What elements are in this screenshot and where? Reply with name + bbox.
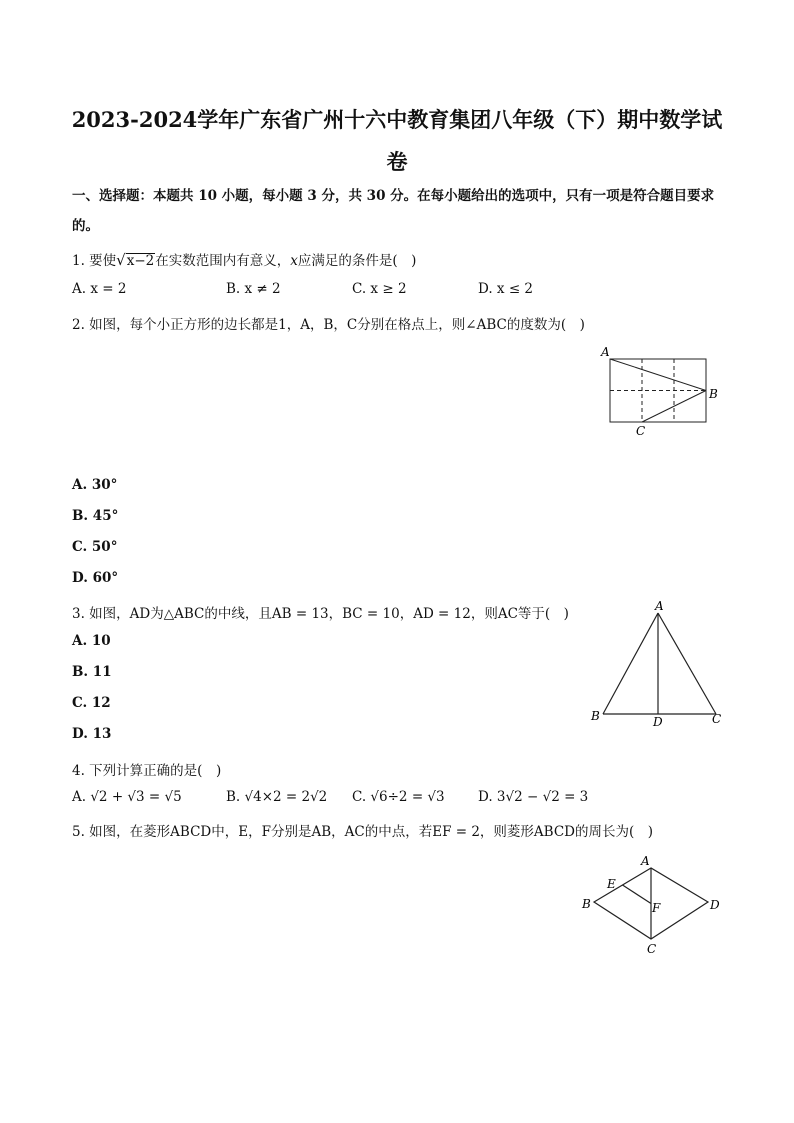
q3-label-d: D [653, 715, 663, 729]
q2-grid-figure [596, 343, 726, 438]
question-2: 2. 如图，每个小正方形的边长都是1，A，B，C分别在格点上，则∠ABC的度数为( ) [72, 317, 585, 333]
q1-prefix: 1. 要使 [72, 253, 117, 269]
q2-label-b: B [709, 387, 718, 401]
q4-option-c[interactable]: C. √6÷2 = √3 [352, 789, 445, 805]
q3-option-b[interactable]: B. 11 [72, 664, 112, 680]
q1-suffix: 应满足的条件是( ) [297, 253, 417, 269]
q3-option-a[interactable]: A. 10 [72, 633, 111, 649]
q5-label-f: F [652, 901, 661, 915]
q2-option-c[interactable]: C. 50° [72, 539, 118, 555]
q5-label-d: D [710, 898, 720, 912]
q4-option-d[interactable]: D. 3√2 − √2 = 3 [478, 789, 589, 805]
q1-mid: 在实数范围内有意义， [155, 253, 291, 269]
q5-label-c: C [647, 942, 657, 956]
q2-label-a: A [601, 345, 610, 359]
q3-option-d[interactable]: D. 13 [72, 726, 112, 742]
q5-label-e: E [607, 877, 616, 891]
q5-segment-ef [623, 885, 652, 904]
q3-segment-ac [658, 613, 716, 714]
q3-label-c: C [712, 712, 722, 726]
sqrt-icon: √ [116, 251, 126, 269]
q2-option-a[interactable]: A. 30° [72, 477, 118, 493]
q3-label-b: B [591, 709, 600, 723]
question-3: 3. 如图，AD为△ABC的中线，且AB = 13，BC = 10，AD = 12，则AC等于( ) [72, 606, 569, 622]
q1-var: x [290, 253, 298, 269]
question-1 [72, 249, 416, 269]
q3-option-c[interactable]: C. 12 [72, 695, 111, 711]
q1-option-b[interactable]: B. x ≠ 2 [226, 281, 281, 297]
q1-radicand: x−2 [126, 253, 155, 269]
page-title-line1: 2023-2024学年广东省广州十六中教育集团八年级（下）期中数学试 [71, 107, 723, 132]
q2-option-d[interactable]: D. 60° [72, 570, 119, 586]
q1-option-c[interactable]: C. x ≥ 2 [352, 281, 407, 297]
q5-label-b: B [582, 897, 591, 911]
q4-option-a[interactable]: A. √2 + √3 = √5 [72, 789, 182, 805]
q5-rhombus-figure [575, 850, 725, 960]
q1-option-a[interactable]: A. x = 2 [72, 281, 127, 297]
q5-label-a: A [641, 854, 650, 868]
page-title-line2: 卷 [386, 149, 408, 174]
q2-option-b[interactable]: B. 45° [72, 508, 119, 524]
q3-triangle-figure [585, 598, 730, 730]
q3-label-a: A [655, 599, 664, 613]
q1-option-d[interactable]: D. x ≤ 2 [478, 281, 534, 297]
q2-segment-ab [610, 359, 706, 391]
q4-option-b[interactable]: B. √4×2 = 2√2 [226, 789, 328, 805]
question-5: 5. 如图，在菱形ABCD中，E，F分别是AB，AC的中点，若EF = 2，则菱形ABCD的周长为( ) [72, 824, 654, 840]
question-4: 4. 下列计算正确的是( ) [72, 763, 222, 779]
q3-segment-ab [603, 613, 658, 714]
section-heading-line2: 的。 [72, 218, 99, 234]
q2-label-c: C [636, 424, 646, 438]
section-heading-line1: 一、选择题：本题共 10 小题，每小题 3 分，共 30 分。在每小题给出的选项中，只有一项是符合题目要求 [72, 188, 715, 204]
